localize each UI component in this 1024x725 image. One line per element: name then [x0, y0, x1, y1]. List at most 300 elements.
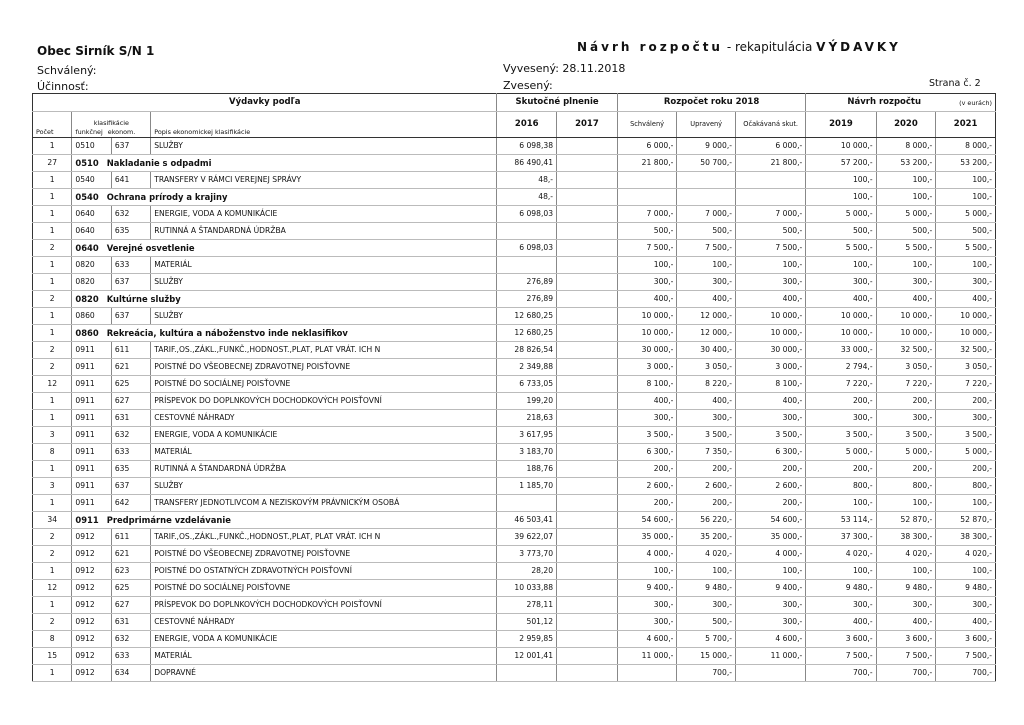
cell-actual-2016: 12 001,41 — [497, 648, 557, 665]
cell-adjusted: 50 700,- — [677, 155, 736, 172]
cell-count: 1 — [33, 325, 72, 342]
cell-count: 1 — [33, 189, 72, 206]
cell-proposal-2020: 200,- — [876, 393, 936, 410]
cell-expected: 500,- — [735, 223, 805, 240]
cell-expected: 10 000,- — [735, 325, 805, 342]
cell-actual-2017 — [557, 172, 618, 189]
col-2020: 2020 — [876, 112, 936, 138]
cell-functional: 0912 — [72, 563, 111, 580]
cell-functional: 0912 — [72, 631, 111, 648]
cell-proposal-2019: 700,- — [806, 665, 876, 682]
cell-expected: 6 000,- — [735, 138, 805, 155]
cell-functional: 0911 — [72, 342, 111, 359]
table-row — [33, 393, 996, 410]
cell-count: 1 — [33, 172, 72, 189]
cell-economic: 621 — [111, 359, 150, 376]
cell-approved: 100,- — [617, 257, 677, 274]
cell-expected: 400,- — [735, 291, 805, 308]
cell-adjusted: 9 480,- — [677, 580, 736, 597]
cell-proposal-2019: 7 500,- — [806, 648, 876, 665]
cell-functional: 0911 — [75, 514, 99, 525]
col-group-vydavky: Výdavky podľa — [33, 94, 497, 112]
approved-label: Schválený: — [37, 64, 97, 77]
cell-functional: 0820 — [75, 293, 99, 304]
cell-proposal-2020: 10 000,- — [876, 325, 936, 342]
cell-actual-2017 — [557, 444, 618, 461]
removed-label: Zvesený: — [503, 79, 553, 92]
cell-proposal-2019: 500,- — [806, 223, 876, 240]
cell-economic: 621 — [111, 546, 150, 563]
cell-expected: 200,- — [735, 495, 805, 512]
title-main: Návrh rozpočtu — [577, 40, 723, 54]
cell-adjusted: 2 600,- — [677, 478, 736, 495]
cell-economic: 642 — [111, 495, 150, 512]
cell-economic: 633 — [111, 648, 150, 665]
cell-economic: 637 — [111, 274, 150, 291]
cell-adjusted: 500,- — [677, 223, 736, 240]
cell-expected: 100,- — [735, 257, 805, 274]
cell-functional: 0912 — [72, 546, 111, 563]
cell-proposal-2020: 5 500,- — [876, 240, 936, 257]
cell-proposal-2021: 3 500,- — [936, 427, 996, 444]
cell-expected: 21 800,- — [735, 155, 805, 172]
cell-description: TRANSFERY V RÁMCI VEREJNEJ SPRÁVY — [151, 172, 497, 189]
cell-count: 1 — [33, 563, 72, 580]
group-total-row — [33, 155, 996, 172]
cell-expected: 6 300,- — [735, 444, 805, 461]
cell-count: 2 — [33, 546, 72, 563]
cell-description: POISTNÉ DO OSTATNÝCH ZDRAVOTNÝCH POISŤOVNÍ — [151, 563, 497, 580]
cell-group-label — [72, 189, 497, 206]
cell-count: 3 — [33, 427, 72, 444]
cell-description: MATERIÁL — [151, 648, 497, 665]
cell-actual-2017 — [557, 529, 618, 546]
cell-actual-2017 — [557, 291, 618, 308]
cell-proposal-2019: 100,- — [806, 172, 876, 189]
cell-count: 1 — [33, 597, 72, 614]
cell-actual-2016: 10 033,88 — [497, 580, 557, 597]
cell-functional: 0860 — [75, 327, 99, 338]
currency-note: (v eurách) — [959, 99, 992, 108]
municipality-name: Obec Sirník S/N 1 — [37, 44, 155, 58]
cell-proposal-2020: 7 220,- — [876, 376, 936, 393]
cell-approved: 300,- — [617, 597, 677, 614]
cell-expected: 30 000,- — [735, 342, 805, 359]
cell-actual-2017 — [557, 274, 618, 291]
cell-economic: 627 — [111, 393, 150, 410]
cell-adjusted: 200,- — [677, 495, 736, 512]
cell-actual-2016: 276,89 — [497, 274, 557, 291]
cell-adjusted: 5 700,- — [677, 631, 736, 648]
col-2021: 2021 — [936, 112, 996, 138]
cell-proposal-2021: 300,- — [936, 274, 996, 291]
cell-actual-2016: 3 617,95 — [497, 427, 557, 444]
cell-economic: 631 — [111, 614, 150, 631]
cell-proposal-2021: 5 500,- — [936, 240, 996, 257]
cell-economic: 637 — [111, 478, 150, 495]
cell-actual-2016: 48,- — [497, 172, 557, 189]
cell-description: CESTOVNÉ NÁHRADY — [151, 614, 497, 631]
cell-count: 1 — [33, 138, 72, 155]
cell-actual-2016: 86 490,41 — [497, 155, 557, 172]
cell-actual-2016: 501,12 — [497, 614, 557, 631]
cell-functional: 0911 — [72, 393, 111, 410]
cell-adjusted: 12 000,- — [677, 325, 736, 342]
table-row — [33, 461, 996, 478]
cell-approved: 300,- — [617, 410, 677, 427]
cell-proposal-2020: 32 500,- — [876, 342, 936, 359]
cell-approved — [617, 189, 677, 206]
cell-count: 8 — [33, 444, 72, 461]
cell-adjusted: 3 050,- — [677, 359, 736, 376]
cell-proposal-2019: 300,- — [806, 410, 876, 427]
cell-proposal-2021: 38 300,- — [936, 529, 996, 546]
cell-description: TARIF.,OS.,ZÁKL.,FUNKČ.,HODNOST.,PLAT, PLAT VRÁT. ICH N — [151, 529, 497, 546]
table-header-row — [33, 94, 996, 112]
cell-actual-2017 — [557, 155, 618, 172]
cell-approved — [617, 665, 677, 682]
cell-adjusted: 100,- — [677, 257, 736, 274]
cell-approved: 8 100,- — [617, 376, 677, 393]
cell-functional: 0912 — [72, 580, 111, 597]
cell-approved: 400,- — [617, 291, 677, 308]
cell-proposal-2019: 9 480,- — [806, 580, 876, 597]
cell-count: 1 — [33, 223, 72, 240]
cell-count: 1 — [33, 665, 72, 682]
cell-expected: 11 000,- — [735, 648, 805, 665]
cell-approved: 54 600,- — [617, 512, 677, 529]
cell-proposal-2020: 300,- — [876, 410, 936, 427]
cell-adjusted: 200,- — [677, 461, 736, 478]
cell-expected: 7 500,- — [735, 240, 805, 257]
cell-functional: 0912 — [72, 665, 111, 682]
cell-proposal-2020: 700,- — [876, 665, 936, 682]
cell-count: 12 — [33, 580, 72, 597]
col-approved: Schválený — [617, 112, 677, 138]
cell-economic: 611 — [111, 529, 150, 546]
cell-approved: 500,- — [617, 223, 677, 240]
cell-actual-2016: 276,89 — [497, 291, 557, 308]
cell-description: Ochrana prírody a krajiny — [106, 191, 228, 202]
cell-actual-2016: 278,11 — [497, 597, 557, 614]
cell-proposal-2019: 200,- — [806, 461, 876, 478]
cell-proposal-2019: 5 000,- — [806, 206, 876, 223]
cell-count: 2 — [33, 529, 72, 546]
group-total-row — [33, 240, 996, 257]
cell-actual-2016: 28 826,54 — [497, 342, 557, 359]
cell-adjusted: 400,- — [677, 291, 736, 308]
cell-actual-2017 — [557, 648, 618, 665]
cell-proposal-2021: 100,- — [936, 563, 996, 580]
cell-proposal-2019: 300,- — [806, 597, 876, 614]
cell-actual-2017 — [557, 580, 618, 597]
cell-functional: 0510 — [72, 138, 111, 155]
cell-description: MATERIÁL — [151, 444, 497, 461]
table-row — [33, 223, 996, 240]
cell-description: SLUŽBY — [151, 478, 497, 495]
cell-economic: 635 — [111, 223, 150, 240]
cell-group-label — [72, 325, 497, 342]
cell-adjusted — [677, 189, 736, 206]
col-classification — [72, 112, 151, 138]
cell-description: RUTINNÁ A ŠTANDARDNÁ ÚDRŽBA — [151, 223, 497, 240]
table-row — [33, 308, 996, 325]
cell-approved: 6 000,- — [617, 138, 677, 155]
cell-proposal-2019: 400,- — [806, 291, 876, 308]
cell-functional: 0640 — [72, 206, 111, 223]
cell-economic: 637 — [111, 138, 150, 155]
cell-actual-2017 — [557, 461, 618, 478]
cell-adjusted: 700,- — [677, 665, 736, 682]
cell-proposal-2019: 100,- — [806, 495, 876, 512]
cell-expected: 300,- — [735, 410, 805, 427]
cell-expected: 3 500,- — [735, 427, 805, 444]
table-row — [33, 648, 996, 665]
cell-proposal-2021: 400,- — [936, 291, 996, 308]
group-total-row — [33, 325, 996, 342]
cell-economic: 635 — [111, 461, 150, 478]
cell-count: 2 — [33, 291, 72, 308]
cell-approved: 400,- — [617, 393, 677, 410]
cell-proposal-2021: 400,- — [936, 614, 996, 631]
cell-economic: 632 — [111, 427, 150, 444]
cell-approved: 7 000,- — [617, 206, 677, 223]
col-group-proposal — [806, 94, 996, 112]
cell-proposal-2020: 100,- — [876, 563, 936, 580]
cell-proposal-2020: 52 870,- — [876, 512, 936, 529]
cell-actual-2016: 12 680,25 — [497, 325, 557, 342]
cell-proposal-2021: 10 000,- — [936, 308, 996, 325]
cell-approved: 35 000,- — [617, 529, 677, 546]
table-row — [33, 563, 996, 580]
cell-expected: 9 400,- — [735, 580, 805, 597]
cell-adjusted: 7 350,- — [677, 444, 736, 461]
cell-proposal-2019: 10 000,- — [806, 325, 876, 342]
cell-actual-2016: 6 098,03 — [497, 240, 557, 257]
cell-proposal-2019: 3 600,- — [806, 631, 876, 648]
cell-adjusted: 100,- — [677, 563, 736, 580]
table-row — [33, 257, 996, 274]
table-row — [33, 376, 996, 393]
cell-proposal-2021: 8 000,- — [936, 138, 996, 155]
cell-count: 1 — [33, 257, 72, 274]
cell-actual-2016: 2 349,88 — [497, 359, 557, 376]
budget-table — [32, 93, 996, 682]
cell-actual-2017 — [557, 257, 618, 274]
cell-adjusted: 300,- — [677, 410, 736, 427]
cell-actual-2016: 12 680,25 — [497, 308, 557, 325]
cell-proposal-2019: 100,- — [806, 189, 876, 206]
cell-expected: 2 600,- — [735, 478, 805, 495]
cell-proposal-2020: 3 050,- — [876, 359, 936, 376]
table-body — [33, 94, 996, 682]
cell-actual-2017 — [557, 563, 618, 580]
cell-approved: 10 000,- — [617, 325, 677, 342]
cell-proposal-2019: 10 000,- — [806, 308, 876, 325]
cell-description: Rekreácia, kultúra a náboženstvo inde neklasifikov — [106, 327, 348, 338]
table-row — [33, 580, 996, 597]
col-2016: 2016 — [497, 112, 557, 138]
cell-proposal-2021: 200,- — [936, 393, 996, 410]
cell-economic: 611 — [111, 342, 150, 359]
cell-functional: 0912 — [72, 529, 111, 546]
table-row — [33, 529, 996, 546]
cell-actual-2017 — [557, 410, 618, 427]
cell-proposal-2020: 500,- — [876, 223, 936, 240]
cell-functional: 0540 — [72, 172, 111, 189]
table-row — [33, 478, 996, 495]
cell-functional: 0912 — [72, 648, 111, 665]
cell-actual-2017 — [557, 376, 618, 393]
table-row — [33, 172, 996, 189]
cell-adjusted: 300,- — [677, 597, 736, 614]
col-group-actual: Skutočné plnenie — [497, 94, 617, 112]
cell-proposal-2021: 7 220,- — [936, 376, 996, 393]
cell-count: 1 — [33, 461, 72, 478]
cell-economic: 633 — [111, 257, 150, 274]
cell-approved: 7 500,- — [617, 240, 677, 257]
col-2019: 2019 — [806, 112, 876, 138]
cell-functional: 0911 — [72, 359, 111, 376]
cell-proposal-2021: 500,- — [936, 223, 996, 240]
cell-description: Nakladanie s odpadmi — [106, 157, 212, 168]
cell-count: 12 — [33, 376, 72, 393]
cell-proposal-2019: 10 000,- — [806, 138, 876, 155]
effective-label: Účinnosť: — [37, 80, 89, 93]
cell-actual-2017 — [557, 342, 618, 359]
cell-proposal-2021: 10 000,- — [936, 325, 996, 342]
classification-label: klasifikácie — [93, 119, 129, 128]
col-group-budget-2018: Rozpočet roku 2018 — [617, 94, 806, 112]
cell-count: 34 — [33, 512, 72, 529]
cell-proposal-2019: 200,- — [806, 393, 876, 410]
cell-actual-2016 — [497, 495, 557, 512]
cell-actual-2016: 6 098,03 — [497, 206, 557, 223]
cell-description: RUTINNÁ A ŠTANDARDNÁ ÚDRŽBA — [151, 461, 497, 478]
cell-proposal-2019: 800,- — [806, 478, 876, 495]
cell-count: 1 — [33, 410, 72, 427]
table-row — [33, 342, 996, 359]
cell-description: ENERGIE, VODA A KOMUNIKÁCIE — [151, 206, 497, 223]
cell-description: TRANSFERY JEDNOTLIVCOM A NEZISKOVÝM PRÁVNICKÝM OSOBÁ — [151, 495, 497, 512]
cell-proposal-2019: 100,- — [806, 257, 876, 274]
cell-count: 2 — [33, 359, 72, 376]
cell-proposal-2021: 800,- — [936, 478, 996, 495]
cell-expected: 300,- — [735, 274, 805, 291]
cell-approved: 4 600,- — [617, 631, 677, 648]
cell-description: PRÍSPEVOK DO DOPLNKOVÝCH DOCHODKOVÝCH POISŤOVNÍ — [151, 597, 497, 614]
group-total-row — [33, 291, 996, 308]
cell-economic: 633 — [111, 444, 150, 461]
cell-actual-2016: 48,- — [497, 189, 557, 206]
cell-group-label — [72, 155, 497, 172]
cell-actual-2017 — [557, 223, 618, 240]
cell-adjusted: 56 220,- — [677, 512, 736, 529]
cell-proposal-2021: 100,- — [936, 172, 996, 189]
cell-expected — [735, 189, 805, 206]
cell-proposal-2020: 5 000,- — [876, 444, 936, 461]
cell-functional: 0510 — [75, 157, 99, 168]
table-row — [33, 614, 996, 631]
cell-functional: 0912 — [72, 597, 111, 614]
cell-expected — [735, 172, 805, 189]
cell-expected: 400,- — [735, 393, 805, 410]
cell-proposal-2021: 4 020,- — [936, 546, 996, 563]
cell-description: POISTNÉ DO SOCIÁLNEJ POISŤOVNE — [151, 376, 497, 393]
cell-proposal-2021: 300,- — [936, 410, 996, 427]
table-row — [33, 631, 996, 648]
cell-approved: 4 000,- — [617, 546, 677, 563]
cell-functional: 0911 — [72, 427, 111, 444]
col-adjusted: Upravený — [677, 112, 736, 138]
document-title — [577, 40, 901, 54]
cell-approved: 21 800,- — [617, 155, 677, 172]
cell-proposal-2020: 53 200,- — [876, 155, 936, 172]
cell-functional: 0820 — [72, 257, 111, 274]
cell-functional: 0911 — [72, 444, 111, 461]
cell-proposal-2021: 100,- — [936, 257, 996, 274]
cell-actual-2017 — [557, 393, 618, 410]
cell-description: PRÍSPEVOK DO DOPLNKOVÝCH DOCHODKOVÝCH POISŤOVNÍ — [151, 393, 497, 410]
cell-actual-2017 — [557, 206, 618, 223]
table-row — [33, 546, 996, 563]
cell-proposal-2020: 10 000,- — [876, 308, 936, 325]
cell-description: SLUŽBY — [151, 138, 497, 155]
cell-adjusted: 400,- — [677, 393, 736, 410]
cell-proposal-2019: 57 200,- — [806, 155, 876, 172]
cell-economic: 625 — [111, 376, 150, 393]
cell-functional: 0911 — [72, 410, 111, 427]
table-row — [33, 410, 996, 427]
cell-actual-2017 — [557, 665, 618, 682]
cell-description: POISTNÉ DO VŠEOBECNEJ ZDRAVOTNEJ POISŤOVNE — [151, 546, 497, 563]
col-expected: Očakávaná skut. — [735, 112, 805, 138]
cell-count: 1 — [33, 495, 72, 512]
table-row — [33, 206, 996, 223]
cell-actual-2016: 6 733,05 — [497, 376, 557, 393]
cell-actual-2016: 39 622,07 — [497, 529, 557, 546]
cell-proposal-2019: 4 020,- — [806, 546, 876, 563]
cell-description: POISTNÉ DO SOCIÁLNEJ POISŤOVNE — [151, 580, 497, 597]
cell-proposal-2019: 100,- — [806, 563, 876, 580]
cell-actual-2017 — [557, 512, 618, 529]
cell-approved: 30 000,- — [617, 342, 677, 359]
cell-proposal-2020: 5 000,- — [876, 206, 936, 223]
cell-adjusted: 35 200,- — [677, 529, 736, 546]
cell-actual-2016: 3 183,70 — [497, 444, 557, 461]
cell-actual-2017 — [557, 359, 618, 376]
cell-approved: 200,- — [617, 495, 677, 512]
cell-actual-2016 — [497, 665, 557, 682]
cell-proposal-2019: 33 000,- — [806, 342, 876, 359]
cell-description: MATERIÁL — [151, 257, 497, 274]
cell-proposal-2020: 300,- — [876, 274, 936, 291]
cell-actual-2017 — [557, 597, 618, 614]
cell-expected: 10 000,- — [735, 308, 805, 325]
cell-economic: 641 — [111, 172, 150, 189]
cell-expected: 300,- — [735, 597, 805, 614]
col-economic: ekonom. — [107, 127, 136, 136]
cell-actual-2016: 2 959,85 — [497, 631, 557, 648]
cell-description: Kultúrne služby — [106, 293, 181, 304]
cell-expected: 4 000,- — [735, 546, 805, 563]
cell-approved: 300,- — [617, 614, 677, 631]
cell-proposal-2020: 300,- — [876, 597, 936, 614]
cell-count: 1 — [33, 393, 72, 410]
cell-count: 1 — [33, 308, 72, 325]
cell-approved: 100,- — [617, 563, 677, 580]
cell-actual-2016: 188,76 — [497, 461, 557, 478]
